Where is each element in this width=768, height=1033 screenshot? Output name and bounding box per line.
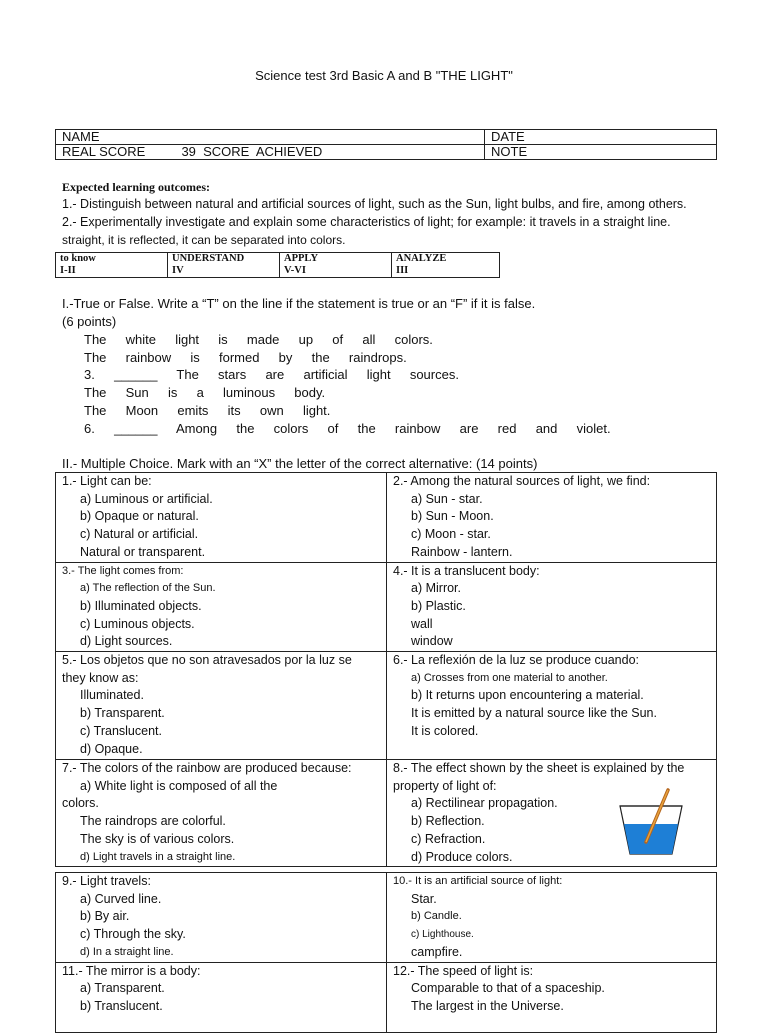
question-text: 10.- It is an artificial source of light: <box>393 875 563 887</box>
option[interactable]: campfire. <box>411 944 463 959</box>
level-cell <box>56 253 168 278</box>
option[interactable]: c) Refraction. <box>411 831 486 846</box>
option[interactable]: d) Light sources. <box>80 634 173 649</box>
tf-item-5[interactable]: The Moon emits its own light. <box>84 403 331 418</box>
level-range: III <box>396 265 409 276</box>
outcome-3: straight, it is reflected, it can be separated into colors. <box>62 233 346 247</box>
level-range: V-VI <box>284 265 306 276</box>
option[interactable]: c) Luminous objects. <box>80 616 195 631</box>
option[interactable]: a) Curved line. <box>80 891 162 906</box>
option[interactable]: wall <box>411 616 433 631</box>
note-field[interactable]: NOTE <box>485 145 717 160</box>
question-5 <box>56 652 387 760</box>
question-text: 7.- The colors of the rainbow are produced because: <box>62 761 352 776</box>
levels-table <box>55 252 500 278</box>
option[interactable]: Illuminated. <box>80 688 144 703</box>
option-cont: colors. <box>62 796 99 811</box>
option[interactable]: Natural or transparent. <box>80 544 206 559</box>
option[interactable]: b) Opaque or natural. <box>80 509 199 524</box>
question-text: 8.- The effect shown by the sheet is explained by the <box>393 761 685 776</box>
question-text: 6.- La reflexión de la luz se produce cuando: <box>393 653 639 668</box>
level-range: IV <box>172 265 184 276</box>
option[interactable]: b) Translucent. <box>80 998 163 1013</box>
option[interactable]: a) Mirror. <box>411 581 461 596</box>
level-name: to know <box>60 253 96 264</box>
beaker-with-pencil-icon <box>616 788 686 858</box>
option[interactable]: c) Moon - star. <box>411 527 491 542</box>
option[interactable]: b) Plastic. <box>411 598 466 613</box>
option[interactable]: c) Lighthouse. <box>411 929 474 941</box>
outcomes-heading: Expected learning outcomes: <box>62 180 210 194</box>
option[interactable]: b) By air. <box>80 909 130 924</box>
option[interactable]: d) Produce colors. <box>411 849 513 864</box>
question-1 <box>56 473 387 563</box>
level-range: I-II <box>60 265 76 276</box>
level-name: UNDERSTAND <box>172 253 245 264</box>
level-cell <box>280 253 392 278</box>
page-title: Science test 3rd Basic A and B "THE LIGHT" <box>255 68 513 83</box>
option[interactable]: a) Crosses from one material to another. <box>411 671 608 684</box>
option[interactable]: d) In a straight line. <box>80 945 174 958</box>
option[interactable]: Star. <box>411 891 437 906</box>
option[interactable]: b) Illuminated objects. <box>80 598 202 613</box>
question-12 <box>387 962 717 1032</box>
tf-item-6[interactable]: 6. ______ Among the colors of the rainbow are red and violet. <box>84 421 611 436</box>
option[interactable]: b) Transparent. <box>80 706 165 721</box>
option[interactable]: The sky is of various colors. <box>80 831 235 846</box>
question-text: 5.- Los objetos que no son atravesados por la luz se <box>62 653 352 668</box>
question-7 <box>56 760 387 867</box>
tf-item-1[interactable]: The white light is made up of all colors. <box>84 332 433 347</box>
question-text: 9.- Light travels: <box>62 874 151 888</box>
option[interactable]: a) Transparent. <box>80 981 165 996</box>
question-11 <box>56 962 387 1032</box>
option[interactable]: a) Luminous or artificial. <box>80 491 213 506</box>
option[interactable]: b) Candle. <box>411 910 462 923</box>
questions-table-2 <box>55 872 717 1033</box>
option[interactable]: d) Opaque. <box>80 741 143 756</box>
true-false-points: (6 points) <box>62 314 117 329</box>
option[interactable]: The largest in the Universe. <box>411 998 564 1013</box>
question-2 <box>387 473 717 563</box>
student-info-table <box>55 129 717 160</box>
name-field[interactable]: NAME <box>56 130 485 145</box>
level-name: ANALYZE <box>396 253 447 264</box>
date-field[interactable]: DATE <box>485 130 717 145</box>
score-field: REAL SCORE 39 SCORE ACHIEVED <box>56 145 485 160</box>
option[interactable]: window <box>411 634 453 649</box>
option[interactable]: It is emitted by a natural source like the Sun. <box>411 706 657 721</box>
outcome-1: 1.- Distinguish between natural and artificial sources of light, such as the Sun, light bulbs, and fire, among others. <box>62 197 687 211</box>
option[interactable]: b) Sun - Moon. <box>411 509 494 524</box>
option[interactable]: c) Through the sky. <box>80 927 186 942</box>
question-text: 1.- Light can be: <box>62 474 152 488</box>
question-9 <box>56 873 387 963</box>
question-text: 2.- Among the natural sources of light, we find: <box>393 474 651 488</box>
question-4 <box>387 562 717 652</box>
question-text-cont: property of light of: <box>393 778 497 793</box>
option[interactable]: d) Light travels in a straight line. <box>80 850 236 863</box>
level-cell <box>392 253 500 278</box>
true-false-heading: I.-True or False. Write a “T” on the line if the statement is true or an “F” if it is false. <box>62 296 536 311</box>
question-10 <box>387 873 717 963</box>
question-text: 4.- It is a translucent body: <box>393 563 540 578</box>
question-text: 3.- The light comes from: <box>62 564 184 577</box>
multiple-choice-heading: II.- Multiple Choice. Mark with an “X” the letter of the correct alternative: (14 points) <box>62 456 538 471</box>
option[interactable]: It is colored. <box>411 723 479 738</box>
tf-item-3[interactable]: 3. ______ The stars are artificial light sources. <box>84 367 459 382</box>
question-3 <box>56 562 387 652</box>
tf-item-4[interactable]: The Sun is a luminous body. <box>84 385 326 400</box>
question-6 <box>387 652 717 760</box>
option[interactable]: The raindrops are colorful. <box>80 814 226 829</box>
option[interactable]: b) Reflection. <box>411 814 485 829</box>
option[interactable]: a) The reflection of the Sun. <box>80 582 216 595</box>
option[interactable]: a) White light is composed of all the <box>80 778 278 793</box>
outcome-2: 2.- Experimentally investigate and explain some characteristics of light; for example: it travels in a straight line. <box>62 215 671 229</box>
level-cell <box>168 253 280 278</box>
option[interactable]: Comparable to that of a spaceship. <box>411 981 605 996</box>
option[interactable]: c) Translucent. <box>80 723 162 738</box>
question-text: 11.- The mirror is a body: <box>62 963 201 978</box>
option[interactable]: c) Natural or artificial. <box>80 527 199 542</box>
level-name: APPLY <box>284 253 319 264</box>
option[interactable]: b) It returns upon encountering a material. <box>411 688 644 703</box>
question-text: 12.- The speed of light is: <box>393 963 534 978</box>
option[interactable]: a) Rectilinear propagation. <box>411 796 558 811</box>
question-text-cont: they know as: <box>62 670 139 685</box>
option[interactable]: a) Sun - star. <box>411 491 483 506</box>
option[interactable]: Rainbow - lantern. <box>411 544 513 559</box>
tf-item-2[interactable]: The rainbow is formed by the raindrops. <box>84 350 407 365</box>
